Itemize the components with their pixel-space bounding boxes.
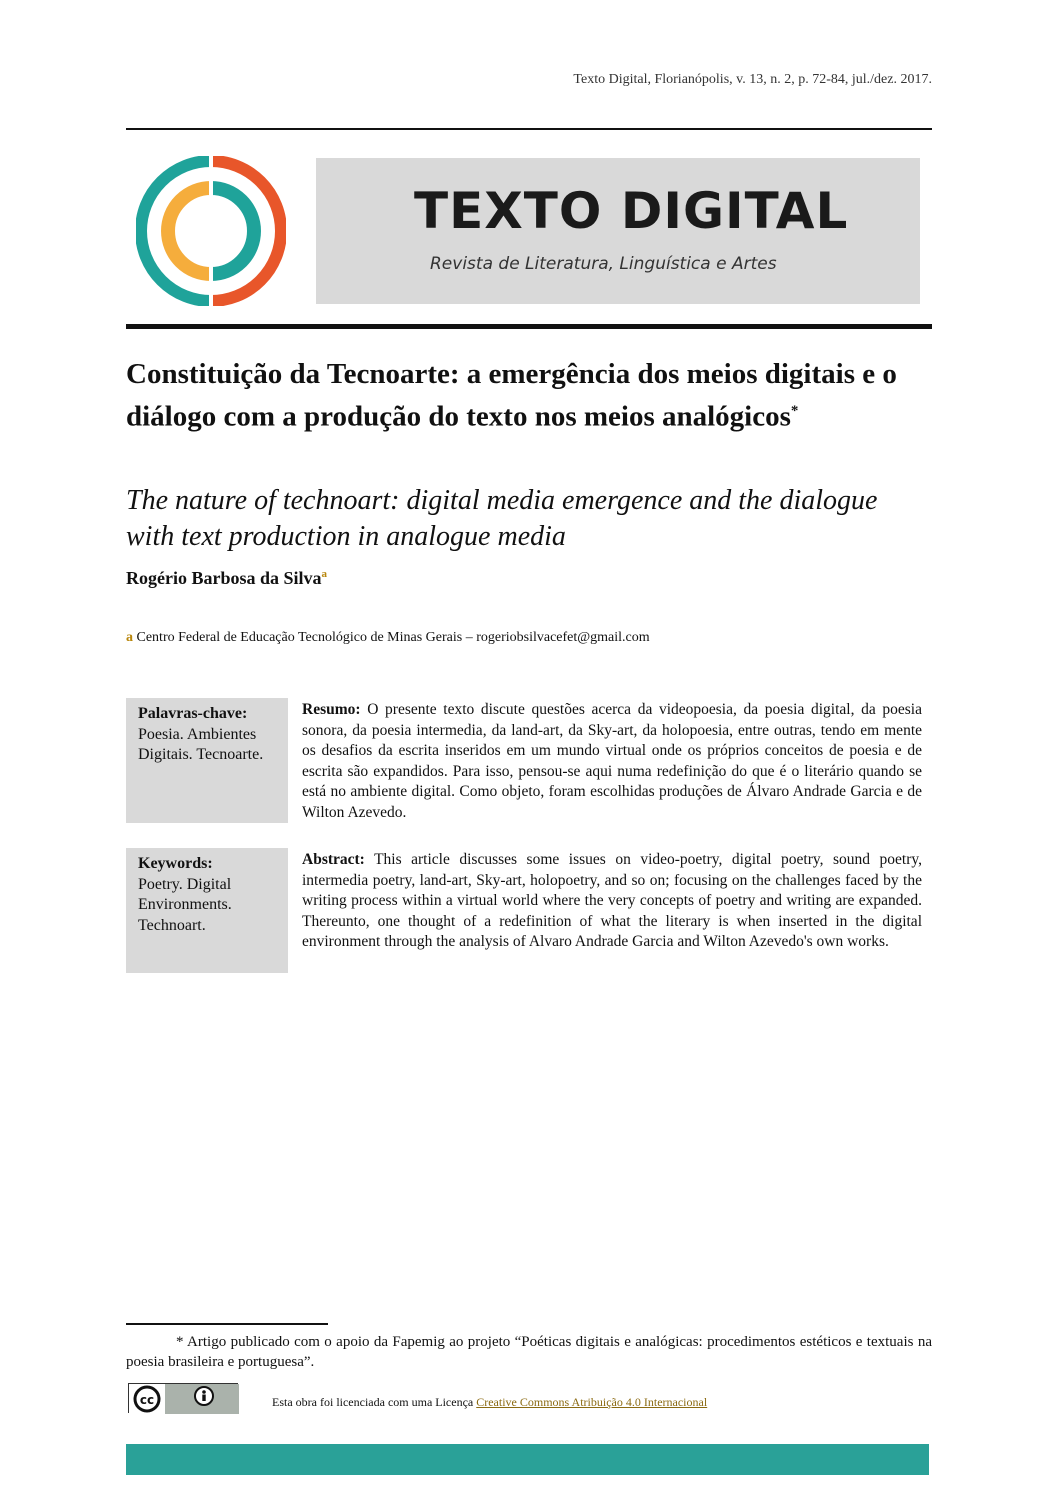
footnote-rule: [126, 1323, 328, 1325]
cc-license-badge[interactable]: [128, 1383, 238, 1413]
svg-text:cc: cc: [139, 1393, 155, 1407]
journal-name: TEXTO DIGITAL: [414, 182, 849, 240]
affiliation: [126, 630, 650, 646]
title-pt-text: Constituição da Tecnoarte: a emergência dos meios digitais e o diálogo com a produção do texto nos meios analógicos: [126, 358, 897, 433]
footer-bar: [126, 1444, 929, 1475]
keywords-label-pt: Palavras-chave:: [138, 705, 248, 722]
title-footnote-mark: *: [790, 403, 799, 419]
license-notice: [272, 1395, 707, 1410]
keywords-box-pt: [126, 698, 288, 823]
cc-icon: [129, 1384, 239, 1414]
abstract-text-en: This article discusses some issues on video-poetry, digital poetry, sound poetry, intermedia poetry, land-art, Sky-art, holopoetry, and so on; focusing on the challenges faced by the writing process within a virtual world where the very concepts of poetry and writing are expanded. Thereunto, one thought of a redefinition of what the literary is when inserted in the digital environment through the analysis of Alvaro Andrade Garcia and Wilton Azevedo's own works.: [302, 851, 922, 951]
abstract-en: [302, 850, 922, 953]
author-affil-mark: a: [321, 568, 328, 580]
abstract-text-pt: O presente texto discute questões acerca da videopoesia, da poesia digital, da poesia sonora, da poesia intermedia, da land-art, da Sky-art, da holopoesia, entre outras, tendo em mente os desafios da escrita inseridos em um mundo virtual onde os próprios conceitos de poesia e de escrita são expandidos. Para isso, pensou-se aqui numa redefinição do que é o literário quando se está no ambiente digital. Como objeto, foram escolhidas produções de Álvaro Andrade Garcia e de Wilton Azevedo.: [302, 701, 922, 821]
article-title-pt: [126, 356, 906, 436]
title-rule: [126, 324, 932, 329]
keywords-en: Poetry. Digital Environments. Technoart.: [138, 875, 232, 934]
journal-banner: [316, 158, 920, 304]
license-link[interactable]: Creative Commons Atribuição 4.0 Internacional: [476, 1395, 708, 1409]
journal-subtitle: Revista de Literatura, Linguística e Artes: [430, 254, 777, 274]
article-title-en: The nature of technoart: digital media emergence and the dialogue with text production in analogue media: [126, 485, 878, 552]
keywords-pt: Poesia. Ambientes Digitais. Tecnoarte.: [138, 725, 264, 763]
by-icon: [195, 1387, 213, 1405]
abstract-label-en: Abstract:: [302, 851, 365, 868]
abstract-pt: [302, 700, 922, 824]
keywords-box-en: [126, 848, 288, 973]
affiliation-text: Centro Federal de Educação Tecnológico de Minas Gerais – rogeriobsilvacefet@gmail.com: [133, 630, 650, 645]
keywords-label-en: Keywords:: [138, 855, 213, 872]
journal-citation: Texto Digital, Florianópolis, v. 13, n. 2, p. 72-84, jul./dez. 2017.: [573, 72, 932, 87]
footnote: * Artigo publicado com o apoio da Fapemig ao projeto “Poéticas digitais e analógicas: procedimentos estéticos e textuais na poesia brasileira e portuguesa”.: [126, 1334, 932, 1370]
license-text: Esta obra foi licenciada com uma Licença: [272, 1395, 477, 1409]
abstract-label-pt: Resumo:: [302, 701, 361, 718]
affiliation-mark: a: [126, 630, 133, 645]
author-name: Rogério Barbosa da Silva: [126, 568, 322, 588]
header-rule: [126, 128, 932, 130]
author-line: [126, 568, 327, 589]
journal-logo: [136, 156, 286, 306]
